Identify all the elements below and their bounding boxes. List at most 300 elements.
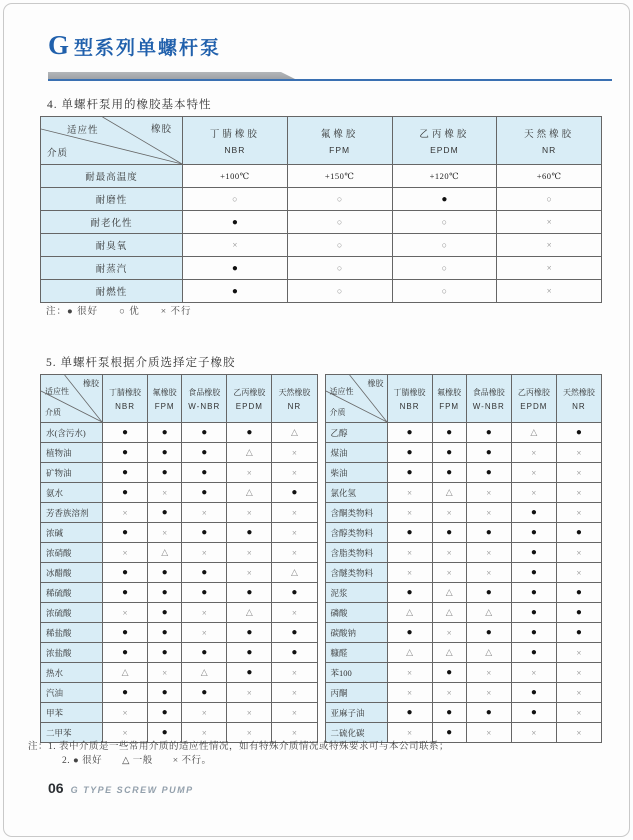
rating-cell: ×: [387, 563, 432, 583]
rubber-name: 天然橡胶: [278, 387, 311, 397]
rating-cell: ●: [432, 723, 466, 743]
medium-label: 耐燃性: [41, 280, 183, 303]
rating-cell: ●: [103, 683, 148, 703]
rubber-code: NR: [287, 401, 302, 411]
rating-cell: ×: [148, 523, 182, 543]
rating-cell: ●: [511, 623, 556, 643]
rubber-code: FPM: [329, 145, 351, 155]
rating-cell: ●: [511, 523, 556, 543]
column-header-epdm: [392, 117, 497, 165]
table-row: [325, 703, 602, 723]
rating-cell: △: [227, 483, 272, 503]
rating-cell: ●: [103, 523, 148, 543]
rubber-code: NR: [572, 401, 586, 411]
rating-cell: ○: [287, 211, 392, 234]
rating-cell: ×: [432, 683, 466, 703]
rating-cell: ×: [511, 443, 556, 463]
rating-cell: ×: [556, 463, 601, 483]
rating-cell: △: [227, 603, 272, 623]
rating-cell: ×: [432, 563, 466, 583]
column-header-nr: [272, 375, 317, 423]
rating-cell: +60℃: [497, 165, 602, 188]
rating-cell: ●: [148, 463, 182, 483]
rating-cell: ●: [511, 563, 556, 583]
rating-cell: ●: [148, 643, 182, 663]
medium-label: 汽油: [41, 683, 103, 703]
medium-label: 水(含污水): [41, 423, 103, 443]
rating-cell: △: [148, 543, 182, 563]
rating-cell: ●: [387, 703, 432, 723]
rating-cell: ○: [287, 280, 392, 303]
medium-label: 浓碱: [41, 523, 103, 543]
rating-cell: ×: [466, 723, 511, 743]
medium-label: 煤油: [325, 443, 387, 463]
rating-cell: ●: [511, 703, 556, 723]
medium-label: 磷酸: [325, 603, 387, 623]
rating-cell: ●: [272, 583, 317, 603]
rating-cell: ●: [103, 483, 148, 503]
rating-cell: ×: [272, 663, 317, 683]
rating-cell: ×: [556, 483, 601, 503]
rating-cell: ×: [387, 503, 432, 523]
rating-cell: ×: [103, 503, 148, 523]
table-row: [325, 503, 602, 523]
rubber-name: 乙丙橡胶: [517, 387, 550, 397]
rating-cell: ×: [466, 483, 511, 503]
rubber-name: 丁腈橡胶: [109, 387, 142, 397]
medium-label: 芳香族溶剂: [41, 503, 103, 523]
table2-notes: [28, 740, 449, 768]
selection-table-right: [325, 374, 603, 743]
table-row: [41, 583, 318, 603]
table-row: [41, 234, 602, 257]
page-title-text: 型系列单螺杆泵: [74, 38, 222, 59]
rating-cell: ×: [511, 463, 556, 483]
table-row: [41, 257, 602, 280]
rating-cell: ×: [272, 443, 317, 463]
rubber-code: W-NBR: [472, 401, 505, 411]
corner-label-applicability: 适应性: [45, 387, 69, 396]
rating-cell: ●: [148, 443, 182, 463]
rating-cell: ×: [511, 723, 556, 743]
medium-label: 柴油: [325, 463, 387, 483]
rating-cell: ●: [227, 623, 272, 643]
rating-cell: ●: [182, 483, 227, 503]
rating-cell: ○: [287, 257, 392, 280]
rating-cell: ×: [272, 543, 317, 563]
table-row: [325, 423, 602, 443]
rating-cell: ×: [103, 703, 148, 723]
rating-cell: △: [466, 603, 511, 623]
rating-cell: ○: [287, 188, 392, 211]
table-row: [325, 663, 602, 683]
rating-cell: ●: [432, 463, 466, 483]
rating-cell: △: [432, 603, 466, 623]
medium-label: 丙酮: [325, 683, 387, 703]
rating-cell: ×: [272, 523, 317, 543]
rating-cell: ×: [272, 603, 317, 623]
rubber-code: EPDM: [520, 401, 548, 411]
rating-cell: ●: [148, 623, 182, 643]
rating-cell: ×: [227, 683, 272, 703]
medium-label: 耐蒸汽: [41, 257, 183, 280]
rating-cell: ●: [182, 643, 227, 663]
rating-cell: ●: [466, 443, 511, 463]
rating-cell: ×: [497, 234, 602, 257]
page-footer: [48, 780, 194, 796]
medium-label: 含醚类物料: [325, 563, 387, 583]
table-body: [41, 165, 602, 303]
rating-cell: ○: [183, 188, 288, 211]
rating-cell: ●: [182, 423, 227, 443]
table-row: [41, 623, 318, 643]
rating-cell: ×: [466, 663, 511, 683]
corner-label-medium: 介质: [329, 408, 346, 417]
rating-cell: ○: [392, 211, 497, 234]
column-header-wnbr: [466, 375, 511, 423]
rating-cell: ○: [287, 234, 392, 257]
rating-cell: ●: [466, 583, 511, 603]
note-line-1: 注：1. 表中介质是一些常用介质的适应性情况，如有特殊介质情况或特殊要求可与本公司联系；: [28, 742, 450, 752]
rating-cell: ×: [227, 543, 272, 563]
rating-cell: ×: [511, 663, 556, 683]
rating-cell: ●: [556, 583, 601, 603]
rating-cell: ●: [148, 563, 182, 583]
column-header-wnbr: [182, 375, 227, 423]
rating-cell: ●: [183, 280, 288, 303]
rating-cell: ○: [392, 257, 497, 280]
table-row: [41, 603, 318, 623]
rubber-code: EPDM: [430, 145, 459, 155]
rubber-properties-table: [40, 116, 602, 303]
rating-cell: ●: [182, 443, 227, 463]
rating-cell: ●: [387, 463, 432, 483]
rubber-name: 乙丙橡胶: [419, 130, 470, 140]
rating-cell: ●: [182, 463, 227, 483]
rating-cell: ●: [272, 643, 317, 663]
diagonal-corner-cell: [41, 375, 103, 423]
rubber-code: EPDM: [235, 401, 263, 411]
table-row: [41, 280, 602, 303]
rating-cell: ×: [556, 723, 601, 743]
divider-gray-bar: [48, 72, 295, 79]
medium-label: 二硫化碳: [325, 723, 387, 743]
medium-label: 耐老化性: [41, 211, 183, 234]
medium-label: 二甲苯: [41, 723, 103, 743]
rating-cell: ●: [392, 188, 497, 211]
medium-label: 浓盐酸: [41, 643, 103, 663]
medium-label: 亚麻子油: [325, 703, 387, 723]
rating-cell: ●: [227, 523, 272, 543]
column-header-fpm: [287, 117, 392, 165]
medium-label: 稀盐酸: [41, 623, 103, 643]
rating-cell: △: [272, 563, 317, 583]
medium-label: 耐最高温度: [41, 165, 183, 188]
medium-label: 含脂类物料: [325, 543, 387, 563]
rating-cell: ×: [183, 234, 288, 257]
medium-label: 耐臭氧: [41, 234, 183, 257]
medium-label: 泥浆: [325, 583, 387, 603]
column-header-nbr: [103, 375, 148, 423]
table-body: [41, 423, 318, 743]
table-row: [41, 523, 318, 543]
rating-cell: ×: [272, 463, 317, 483]
rating-cell: ×: [227, 563, 272, 583]
rating-cell: ●: [182, 583, 227, 603]
rating-cell: ×: [432, 623, 466, 643]
table-row: [41, 703, 318, 723]
table-row: [41, 423, 318, 443]
table-row: [325, 523, 602, 543]
table-row: [325, 463, 602, 483]
rating-cell: ×: [148, 663, 182, 683]
rating-cell: ×: [272, 683, 317, 703]
rating-cell: ●: [432, 703, 466, 723]
rating-cell: △: [432, 483, 466, 503]
selection-table-left: [40, 374, 318, 743]
header-divider: [48, 72, 612, 82]
column-header-fpm: [148, 375, 182, 423]
rating-cell: ×: [182, 503, 227, 523]
table-row: [41, 503, 318, 523]
rating-cell: ●: [432, 663, 466, 683]
rating-cell: △: [387, 643, 432, 663]
table-header-row: [325, 375, 602, 423]
rating-cell: ●: [556, 423, 601, 443]
rating-cell: ×: [103, 603, 148, 623]
table-row: [41, 463, 318, 483]
rubber-code: NBR: [115, 401, 135, 411]
page-title-initial: G: [48, 30, 71, 60]
table-row: [41, 165, 602, 188]
table-row: [41, 211, 602, 234]
rating-cell: ×: [497, 280, 602, 303]
table-row: [41, 663, 318, 683]
rating-cell: ×: [432, 503, 466, 523]
rating-cell: ×: [556, 683, 601, 703]
rating-cell: ●: [103, 583, 148, 603]
rating-cell: ●: [148, 423, 182, 443]
table-row: [325, 563, 602, 583]
page-title: [48, 30, 221, 61]
rating-cell: ●: [387, 623, 432, 643]
rating-cell: ●: [148, 683, 182, 703]
table-row: [325, 583, 602, 603]
rating-cell: △: [272, 423, 317, 443]
rating-cell: ●: [432, 523, 466, 543]
rating-cell: ●: [466, 523, 511, 543]
medium-label: 冰醋酸: [41, 563, 103, 583]
rating-cell: ×: [466, 543, 511, 563]
rating-cell: ●: [148, 583, 182, 603]
rating-cell: ●: [182, 523, 227, 543]
medium-label: 耐磨性: [41, 188, 183, 211]
rubber-name: 食品橡胶: [188, 387, 221, 397]
rating-cell: ×: [466, 503, 511, 523]
rating-cell: ●: [148, 503, 182, 523]
rubber-name: 天然橡胶: [524, 130, 575, 140]
rubber-code: NR: [541, 145, 557, 155]
medium-label: 乙醇: [325, 423, 387, 443]
table-row: [41, 643, 318, 663]
section4-heading: 4. 单螺杆泵用的橡胶基本特性: [47, 99, 212, 111]
rating-cell: +150℃: [287, 165, 392, 188]
table-row: [325, 443, 602, 463]
rating-cell: +100℃: [183, 165, 288, 188]
rating-cell: ●: [387, 523, 432, 543]
rating-cell: △: [511, 423, 556, 443]
table-row: [325, 623, 602, 643]
medium-label: 氯化氢: [325, 483, 387, 503]
rating-cell: ●: [432, 443, 466, 463]
rating-cell: ●: [466, 423, 511, 443]
rating-cell: ×: [182, 543, 227, 563]
rating-cell: ×: [387, 483, 432, 503]
rating-cell: ●: [432, 423, 466, 443]
rating-cell: △: [432, 583, 466, 603]
table-row: [325, 543, 602, 563]
medium-label: 植物油: [41, 443, 103, 463]
corner-label-medium: 介质: [47, 149, 69, 159]
rating-cell: ●: [511, 603, 556, 623]
rating-cell: ×: [182, 623, 227, 643]
rating-cell: △: [432, 643, 466, 663]
rating-cell: ●: [511, 683, 556, 703]
rating-cell: ●: [227, 583, 272, 603]
rating-cell: ●: [182, 563, 227, 583]
rating-cell: ×: [556, 443, 601, 463]
stator-rubber-selection-tables: [40, 374, 602, 743]
rating-cell: ×: [182, 723, 227, 743]
rubber-name: 丁腈橡胶: [393, 387, 426, 397]
rating-cell: △: [227, 443, 272, 463]
rating-cell: ×: [103, 723, 148, 743]
rating-cell: ●: [182, 683, 227, 703]
table1-legend: 注：● 很好 ○ 优 × 不行: [46, 307, 192, 317]
corner-label-applicability: 适应性: [67, 126, 99, 136]
rubber-code: W-NBR: [188, 401, 221, 411]
table-header-row: [41, 117, 602, 165]
rating-cell: ×: [227, 463, 272, 483]
rating-cell: ×: [272, 703, 317, 723]
rating-cell: ●: [511, 643, 556, 663]
rating-cell: ●: [227, 423, 272, 443]
rating-cell: ×: [227, 503, 272, 523]
rubber-code: NBR: [399, 401, 420, 411]
medium-label: 含醇类物料: [325, 523, 387, 543]
rating-cell: △: [182, 663, 227, 683]
rating-cell: ●: [466, 463, 511, 483]
rating-cell: ×: [387, 683, 432, 703]
column-header-epdm: [227, 375, 272, 423]
rating-cell: ●: [511, 583, 556, 603]
corner-label-medium: 介质: [45, 408, 61, 417]
rubber-name: 天然橡胶: [562, 387, 595, 397]
rating-cell: ×: [556, 663, 601, 683]
section5-heading: 5. 单螺杆泵根据介质选择定子橡胶: [46, 357, 236, 369]
rating-cell: ×: [511, 483, 556, 503]
rating-cell: ×: [497, 257, 602, 280]
rating-cell: △: [466, 643, 511, 663]
rating-cell: ○: [497, 188, 602, 211]
rating-cell: ×: [227, 703, 272, 723]
rating-cell: ●: [227, 643, 272, 663]
column-header-epdm: [511, 375, 556, 423]
rating-cell: ●: [103, 463, 148, 483]
divider-blue-rule: [48, 79, 612, 81]
medium-label: 浓硝酸: [41, 543, 103, 563]
medium-label: 苯100: [325, 663, 387, 683]
rating-cell: ●: [511, 543, 556, 563]
rating-cell: ●: [227, 663, 272, 683]
rating-cell: ×: [556, 643, 601, 663]
corner-label-applicability: 适应性: [329, 387, 354, 396]
rating-cell: ×: [556, 503, 601, 523]
rating-cell: ×: [103, 543, 148, 563]
rating-cell: ×: [497, 211, 602, 234]
rating-cell: ●: [183, 211, 288, 234]
rating-cell: ●: [183, 257, 288, 280]
table-row: [325, 683, 602, 703]
rating-cell: ●: [148, 723, 182, 743]
medium-label: 含酮类物料: [325, 503, 387, 523]
table-row: [41, 563, 318, 583]
table-body: [325, 423, 602, 743]
rating-cell: ×: [272, 723, 317, 743]
rubber-name: 食品橡胶: [472, 387, 505, 397]
rating-cell: ×: [432, 543, 466, 563]
rating-cell: ×: [182, 703, 227, 723]
rating-cell: ×: [387, 723, 432, 743]
rating-cell: ×: [182, 603, 227, 623]
rating-cell: ×: [272, 503, 317, 523]
rating-cell: ●: [148, 603, 182, 623]
rating-cell: ●: [103, 623, 148, 643]
rating-cell: ●: [103, 423, 148, 443]
table-row: [41, 683, 318, 703]
rubber-name: 乙丙橡胶: [233, 387, 266, 397]
rating-cell: ×: [556, 703, 601, 723]
rating-cell: ●: [387, 443, 432, 463]
rating-cell: ●: [103, 443, 148, 463]
page-number: 06: [48, 780, 64, 796]
rating-cell: ●: [556, 523, 601, 543]
medium-label: 甲苯: [41, 703, 103, 723]
rating-cell: ●: [272, 483, 317, 503]
diagonal-corner-cell: [41, 117, 183, 165]
rubber-code: NBR: [224, 145, 246, 155]
table-row: [325, 603, 602, 623]
rating-cell: ×: [556, 543, 601, 563]
rubber-name: 氟橡胶: [437, 387, 462, 397]
corner-label-rubber: 橡胶: [150, 125, 172, 135]
rating-cell: △: [103, 663, 148, 683]
rating-cell: ×: [466, 683, 511, 703]
rating-cell: ×: [227, 723, 272, 743]
rubber-code: FPM: [439, 401, 460, 411]
rating-cell: ×: [556, 563, 601, 583]
medium-label: 浓硫酸: [41, 603, 103, 623]
rating-cell: ●: [511, 503, 556, 523]
rating-cell: ●: [103, 643, 148, 663]
diagonal-corner-cell: [325, 375, 387, 423]
column-header-nr: [497, 117, 602, 165]
rubber-code: FPM: [154, 401, 175, 411]
rating-cell: ×: [387, 663, 432, 683]
note-line-2: 2. ● 很好 △ 一般 × 不行。: [62, 756, 212, 766]
corner-label-rubber: 橡胶: [367, 379, 384, 388]
table-row: [41, 188, 602, 211]
